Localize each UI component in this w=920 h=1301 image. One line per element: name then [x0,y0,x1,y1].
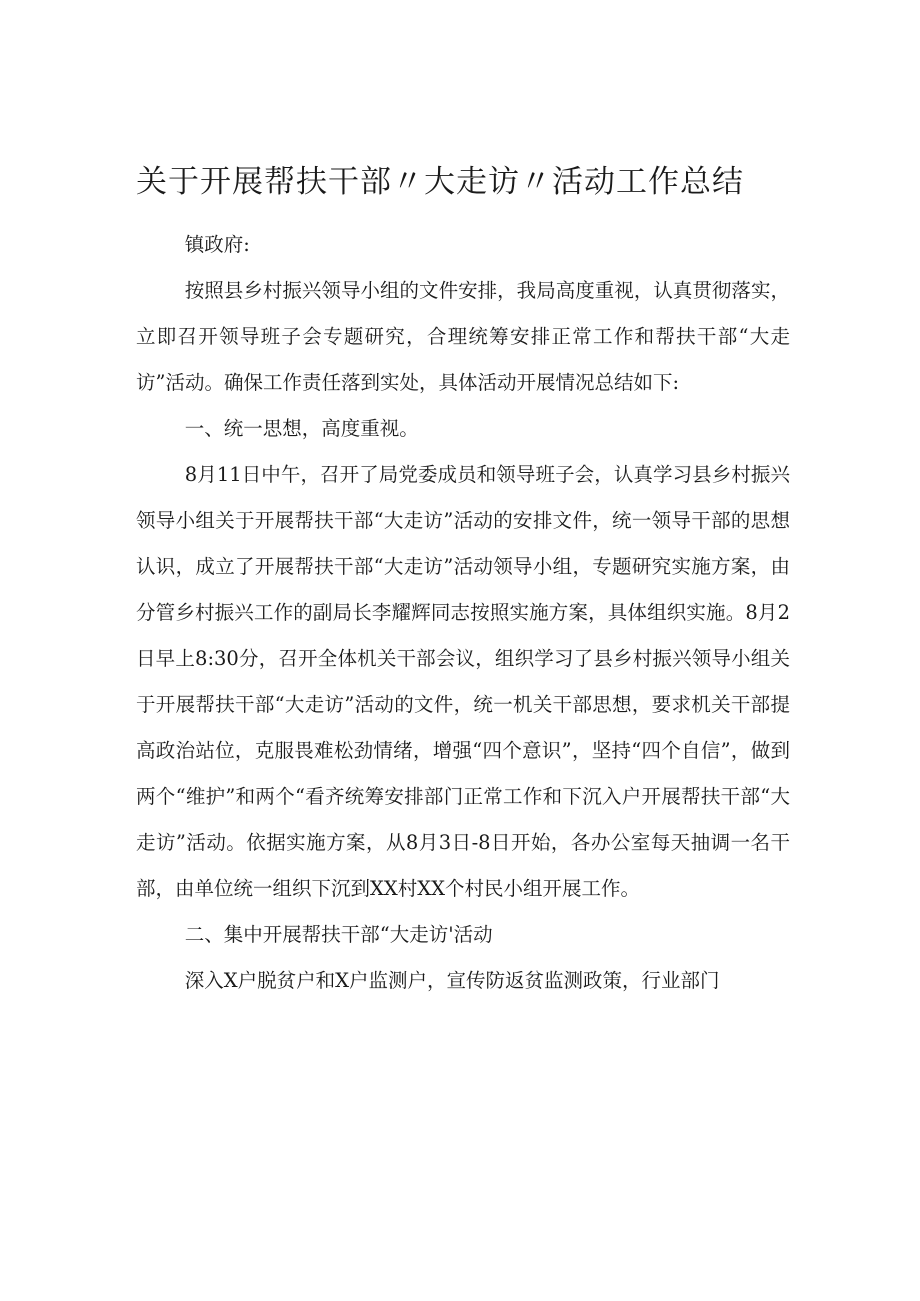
paragraph-section-1: 8月11日中午，召开了局党委成员和领导班子会，认真学习县乡村振兴领导小组关于开展帮扶干部“大走访”活动的安排文件，统一领导干部的思想认识，成立了开展帮扶干部“大走访”活动领导小组，专题研究实施方案，由分管乡村振兴工作的副局长李耀辉同志按照实施方案，具体组织实施。8月2日早上8:30分，召开全体机关干部会议，组织学习了县乡村振兴领导小组关于开展帮扶干部“大走访”活动的文件，统一机关干部思想，要求机关干部提高政治站位，克服畏难松劲情绪，增强“四个意识”，坚持“四个自信”，做到两个“维护”和两个“看齐统筹安排部门正常工作和下沉入户开展帮扶干部“大走访”活动。依据实施方案，从8月3日-8日开始，各办公室每天抽调一名干部，由单位统一组织下沉到XX村XX个村民小组开展工作。 [136,463,790,900]
document-title: 关于开展帮扶干部〃大走访〃活动工作总结 [136,164,744,200]
section-heading-2: 二、集中开展帮扶干部“大走访'活动 [184,923,493,946]
paragraph-intro: 按照县乡村振兴领导小组的文件安排，我局高度重视，认真贯彻落实，立即召开领导班子会专题研究，合理统筹安排正常工作和帮扶干部“大走访”活动。确保工作责任落到实处，具体活动开展情况总结如下: [136,279,790,394]
salutation: 镇政府: [184,233,250,256]
document-body [136,222,790,1004]
paragraph-section-2: 深入X户脱贫户和X户监测户，宣传防返贫监测政策，行业部门 [184,969,720,992]
section-heading-1: 一、统一思想，高度重视。 [184,417,419,440]
